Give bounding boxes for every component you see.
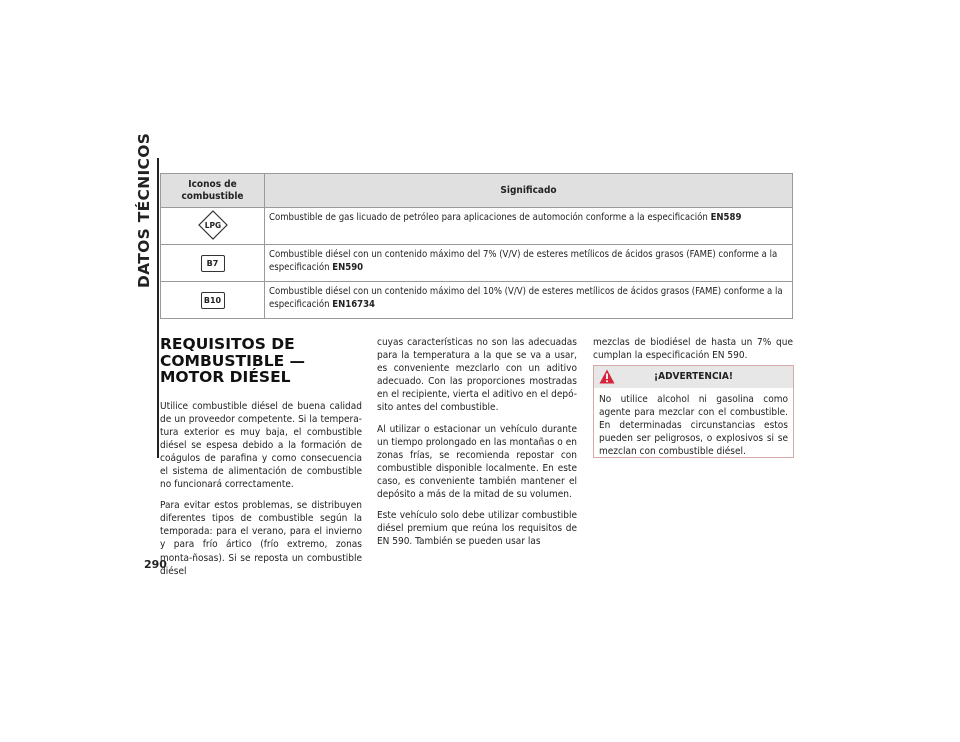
meaning-text: Combustible diésel con un contenido máximo del 10% (V/V) de esteres metílicos de ácidos grasos (FAME) conforme a la especificación [269,286,783,310]
text-column-2 [377,336,577,556]
header-fuel-icons: Iconos de combustible [161,174,265,208]
table-row [161,208,793,245]
meaning-text: Combustible diésel con un contenido máximo del 7% (V/V) de esteres metílicos de ácidos grasos (FAME) conforme a la especificación [269,249,778,273]
svg-text:LPG: LPG [204,220,221,230]
warning-triangle-icon [599,369,615,384]
spec-code: EN16734 [332,299,375,310]
meaning-text: Combustible de gas licuado de petróleo para aplicaciones de automoción conforme a la especificación [269,212,708,223]
icon-cell [161,208,265,245]
spec-code: EN590 [332,262,364,273]
paragraph: Al utilizar o estacionar un vehículo durante un tiempo prolongado en las montañas o en zonas frías, se recomienda repostar con combustible disponible localmente. En este caso, es conveniente también mantener el depósito a más de la mitad de su volumen. [377,423,577,501]
table-row [161,282,793,319]
header-meaning: Significado [265,174,793,208]
table-row [161,245,793,282]
b10-icon: B10 [201,292,225,309]
paragraph: mezclas de biodiésel de hasta un 7% que cumplan la especificación EN 590. [593,337,793,362]
warning-text: No utilice alcohol ni gasolina como agente para mezclar con el combustible. En determinadas circunstancias estos pueden ser peligrosos, o explosivos si se mezclan con combustible diésel. [599,394,788,457]
warning-box [593,365,794,458]
paragraph: Este vehículo solo debe utilizar combustible diésel premium que reúna los requisitos de EN 590. También se pueden usar las [377,510,577,548]
section-side-title: DATOS TÉCNICOS [135,132,153,288]
page-number: 290 [144,558,167,571]
fuel-icons-table [160,173,793,319]
side-rule [157,158,159,458]
warning-header [594,366,793,388]
table-header-row [161,174,793,208]
icon-cell [161,282,265,319]
lpg-icon [198,210,228,240]
paragraph: Para evitar estos problemas, se distribuyen diferentes tipos de combustible según la temporada: para el verano, para el invierno y para frío ártico (frío extremo, zonas monta-ñosas). Si se reposta un combustible diésel [160,500,362,577]
meaning-cell [265,208,793,245]
spec-code: EN589 [710,212,742,223]
icon-cell [161,245,265,282]
warning-title: ¡ADVERTENCIA! [654,371,733,382]
b7-icon: B7 [201,255,225,272]
paragraph: cuyas características no son las adecuadas para la temperatura a la que se va a usar, es conveniente mezclarlo con un aditivo adecuado. Con las proporciones mostradas en el recipiente, vierta el aditivo en el depó-sito antes del combustible. [377,337,577,414]
meaning-cell [265,245,793,282]
paragraph: Utilice combustible diésel de buena calidad de un proveedor competente. Si la tempera-tura exterior es muy baja, el combustible diésel se espesa debido a la formación de coágulos de parafina y como consecuencia el sistema de alimentación de combustible no funcionará correctamente. [160,400,362,491]
meaning-cell [265,282,793,319]
section-heading: REQUISITOS DE COMBUSTIBLE — MOTOR DIÉSEL [160,335,306,386]
text-column-1 [160,336,362,586]
